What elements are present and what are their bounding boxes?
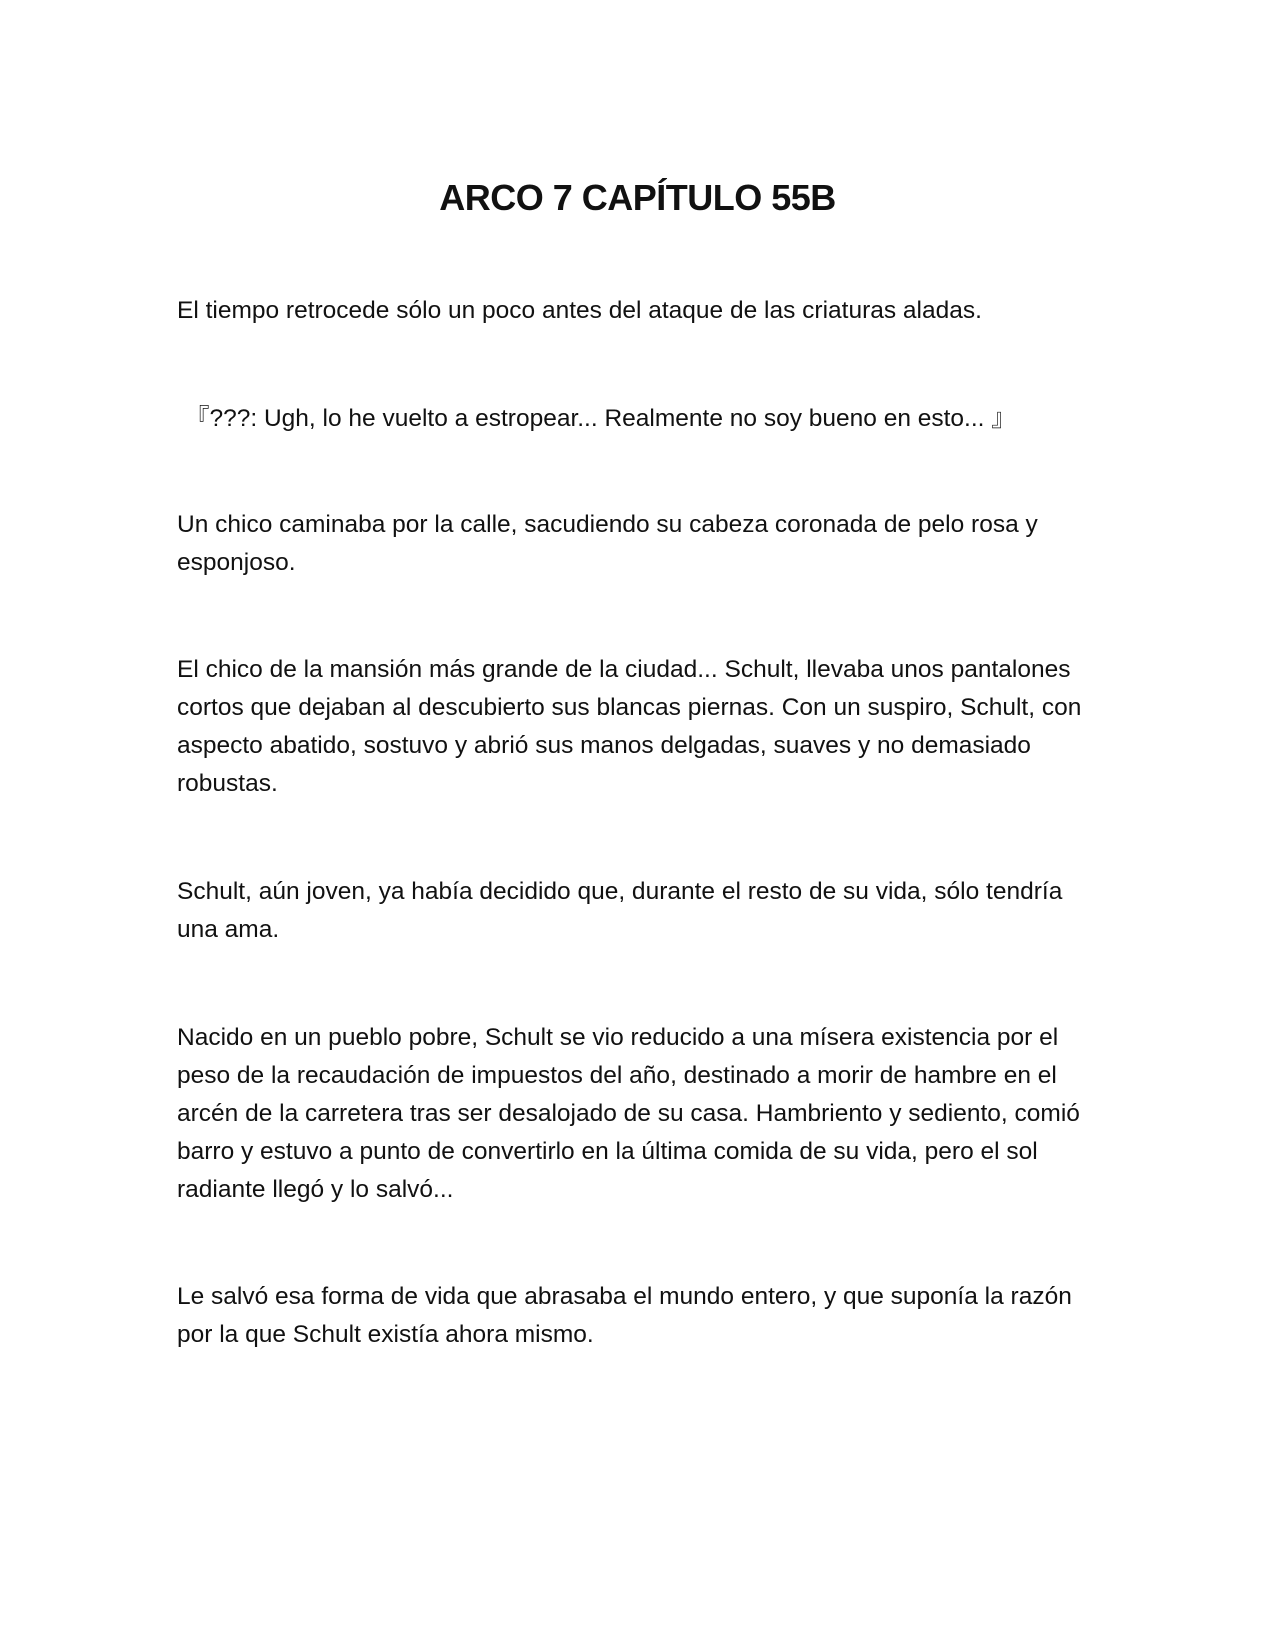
paragraph-7: Le salvó esa forma de vida que abrasaba el mundo entero, y que suponía la razón por la que Schult existía ahora mismo. — [177, 1283, 1072, 1348]
paragraph-4: El chico de la mansión más grande de la ciudad... Schult, llevaba unos pantalones cortos que dejaban al descubierto sus blancas piernas. Con un suspiro, Schult, con aspecto abatido, sostuvo y abrió sus manos delgadas, suaves y no demasiado robustas. — [177, 656, 1082, 797]
paragraph-3: Un chico caminaba por la calle, sacudiendo su cabeza coronada de pelo rosa y esponjoso. — [177, 511, 1038, 576]
paragraph-6: Nacido en un pueblo pobre, Schult se vio reducido a una mísera existencia por el peso de la recaudación de impuestos del año, destinado a morir de hambre en el arcén de la carretera tras ser desalojado de su casa. Hambriento y sediento, comió barro y estuvo a punto de convertirlo en la última comida de su vida, pero el sol radiante llegó y lo salvó... — [177, 1024, 1080, 1203]
dialogue-paragraph: 『???: Ugh, lo he vuelto a estropear... Realmente no soy bueno en esto... 』 — [185, 405, 1016, 432]
paragraph-5: Schult, aún joven, ya había decidido que, durante el resto de su vida, sólo tendría una ama. — [177, 878, 1063, 943]
paragraph-1: El tiempo retrocede sólo un poco antes del ataque de las criaturas aladas. — [177, 297, 982, 324]
chapter-title: ARCO 7 CAPÍTULO 55B — [439, 177, 836, 219]
